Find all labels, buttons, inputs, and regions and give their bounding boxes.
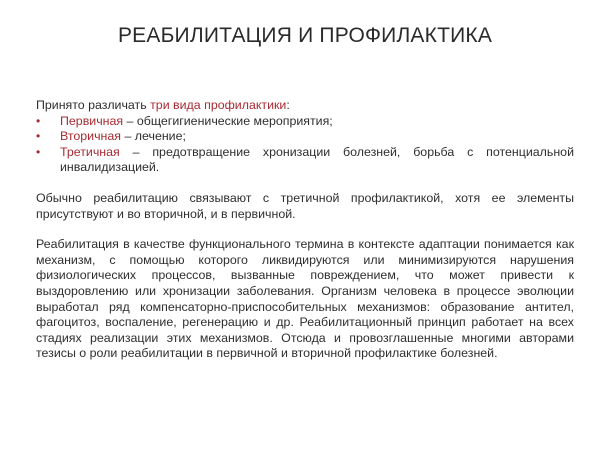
slide-content (36, 98, 574, 362)
intro-accent: три вида профилактики (150, 98, 287, 112)
intro-prefix: Принято различать (36, 98, 151, 112)
intro-line (36, 98, 574, 114)
bullet-text: – общегигиенические мероприятия; (123, 113, 333, 128)
list-item-tertiary (36, 145, 574, 176)
bullet-icon: • (36, 144, 41, 159)
paragraph-rehab-definition: Реабилитация в качестве функционального термина в контексте адаптации понимается как механизм, с помощью которого ликвидируются или минимизируются нарушения физиологических процессов, вызванные повреждением, что может привести к выздоровлению или хронизации заболевания. Организм человека в процессе эволюции выработал ряд компенсаторно-приспособительных механизмов: образование антител, фагоцитоз, воспаление, регенерацию и др. Реабилитационный принцип работает на всех стадиях реализации этих механизмов. Отсюда и провозглашенные многими авторами тезисы о роли реабилитации в первичной и вторичной профилактике болезней. (36, 237, 574, 361)
bullet-icon: • (36, 113, 41, 128)
bullet-text: – предотвращение хронизации болезней, борьба с потенциальной инвалидизацией. (60, 144, 574, 175)
spacer (36, 176, 574, 191)
bullet-term: Третичная (60, 144, 120, 159)
bullet-icon: • (36, 129, 41, 144)
slide-title: РЕАБИЛИТАЦИЯ И ПРОФИЛАКТИКА (117, 24, 493, 47)
bullet-text: – лечение; (121, 129, 186, 144)
list-item-primary (36, 114, 574, 130)
bullet-term: Вторичная (60, 129, 121, 144)
spacer (36, 222, 574, 237)
prevention-types-list (36, 114, 574, 176)
paragraph-rehab-tertiary: Обычно реабилитацию связывают с третичной профилактикой, хотя ее элементы присутствуют и во вторичной, и в первичной. (36, 190, 574, 221)
bullet-term: Первичная (60, 113, 124, 128)
list-item-secondary (36, 129, 574, 145)
intro-suffix: : (286, 98, 290, 112)
